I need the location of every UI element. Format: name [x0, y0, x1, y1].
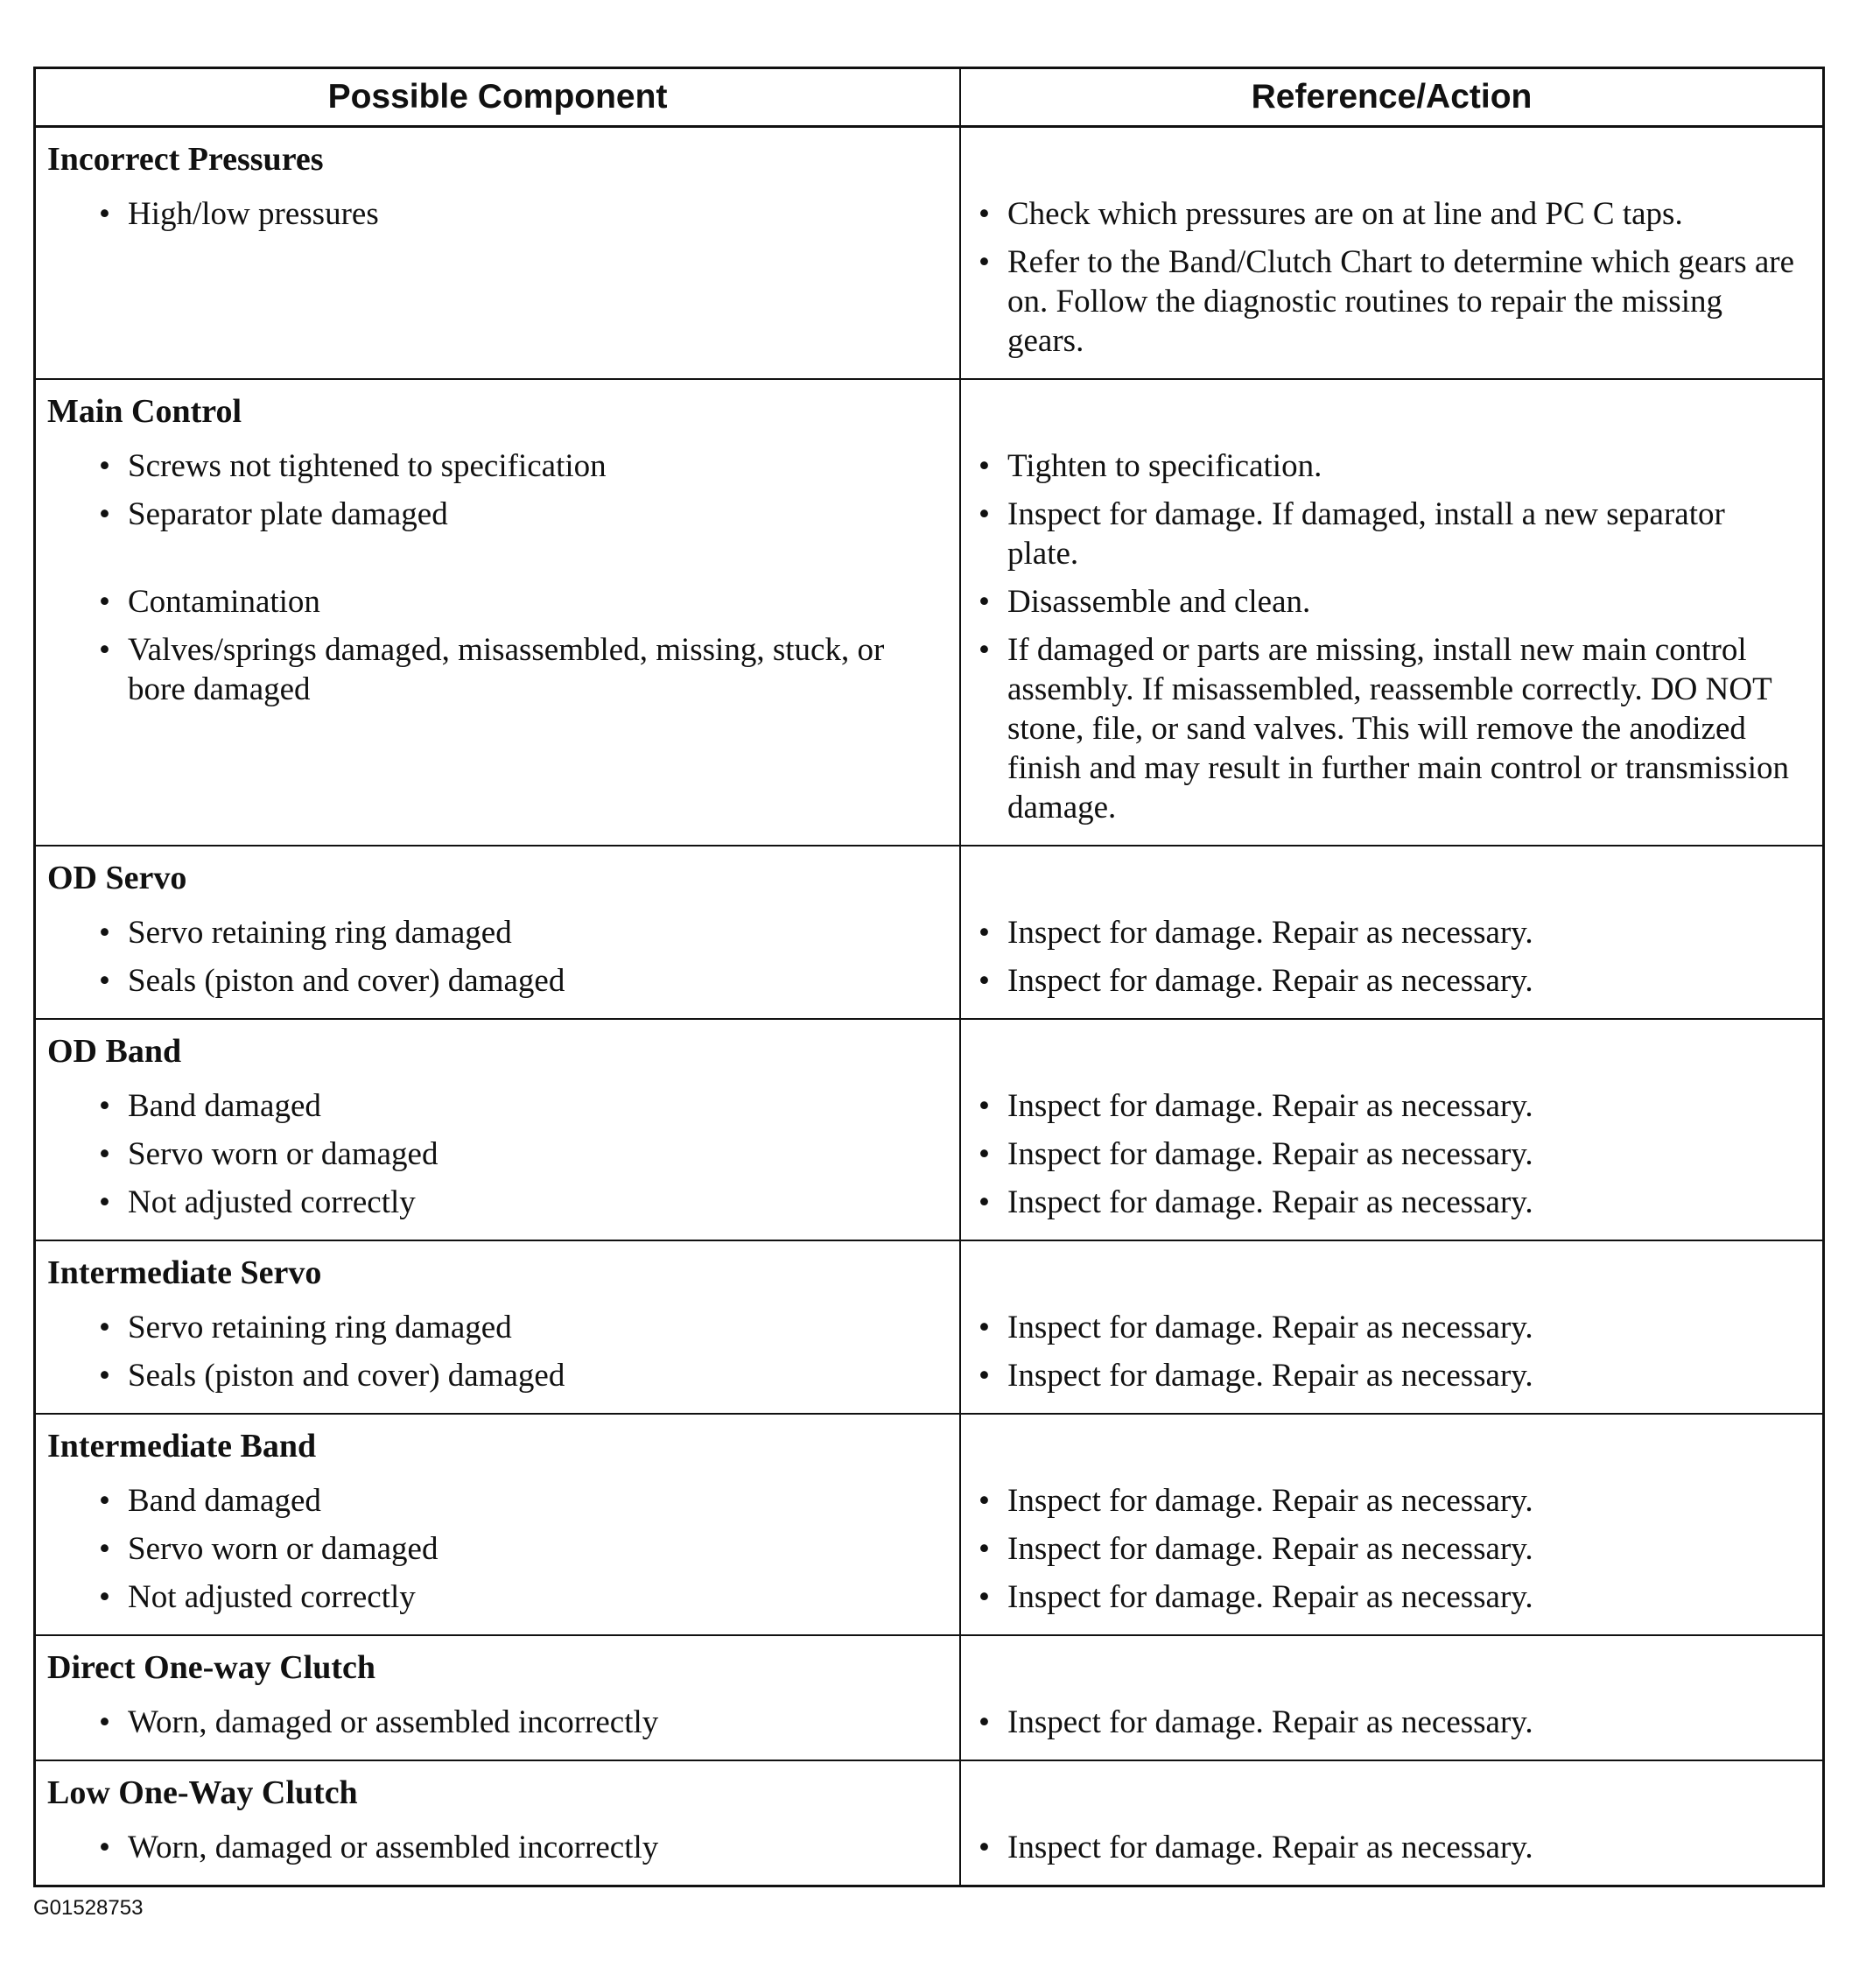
title-spacer [961, 385, 1822, 438]
component-item [36, 913, 959, 952]
action-text: If damaged or parts are missing, install new main control assembly. If misassembled, reassemble correctly. DO NOT stone, file, or sand valves. This will remove the anodized finish and may result in further main control or transmission damage. [1007, 632, 1789, 825]
table-section [36, 1241, 1822, 1415]
component-item [36, 1703, 959, 1742]
component-item [36, 1529, 959, 1569]
action-text: Check which pressures are on at line and PC C taps. [1007, 196, 1683, 232]
bullet-icon: • [99, 632, 110, 668]
bullet-icon: • [979, 1088, 990, 1124]
section-title: Main Control [47, 393, 242, 430]
component-text: Contamination [128, 584, 320, 620]
bullet-icon: • [979, 1136, 990, 1172]
action-item [961, 1828, 1822, 1867]
table-section [36, 1636, 1822, 1761]
action-item [961, 446, 1822, 486]
component-cell [36, 380, 961, 845]
action-item [961, 194, 1822, 234]
bullet-icon: • [979, 196, 990, 232]
table-section [36, 380, 1822, 846]
action-item [961, 1529, 1822, 1569]
bullet-icon: • [979, 1358, 990, 1394]
header-reference-action: Reference/Action [1251, 78, 1533, 116]
component-cell [36, 846, 961, 1018]
bullet-icon: • [979, 1830, 990, 1865]
component-text: Servo worn or damaged [128, 1136, 438, 1172]
action-text: Disassemble and clean. [1007, 584, 1311, 620]
action-cell [961, 1415, 1822, 1634]
action-text: Inspect for damage. If damaged, install a new separator plate. [1007, 496, 1725, 572]
action-item [961, 1183, 1822, 1222]
header-possible-component: Possible Component [36, 69, 961, 125]
component-cell [36, 1415, 961, 1634]
bullet-icon: • [99, 1830, 110, 1865]
component-text: Not adjusted correctly [128, 1579, 416, 1615]
bullet-icon: • [979, 244, 990, 280]
action-cell [961, 846, 1822, 1018]
action-item [961, 1703, 1822, 1742]
bullet-icon: • [99, 1136, 110, 1172]
component-text: Seals (piston and cover) damaged [128, 963, 565, 999]
component-text: Worn, damaged or assembled incorrectly [128, 1704, 659, 1740]
section-title: Direct One-way Clutch [47, 1649, 376, 1686]
bullet-icon: • [99, 1358, 110, 1394]
bullet-icon: • [99, 584, 110, 620]
action-item [961, 1308, 1822, 1347]
action-text: Inspect for damage. Repair as necessary. [1007, 1579, 1533, 1615]
table-section [36, 846, 1822, 1020]
component-text: Not adjusted correctly [128, 1184, 416, 1220]
action-text: Inspect for damage. Repair as necessary. [1007, 1088, 1533, 1124]
action-cell [961, 380, 1822, 845]
bullet-icon: • [99, 1483, 110, 1519]
component-item [36, 1481, 959, 1521]
title-spacer [961, 1420, 1822, 1472]
bullet-icon: • [99, 1184, 110, 1220]
title-spacer [961, 1641, 1822, 1694]
component-item [36, 495, 959, 573]
title-spacer [961, 133, 1822, 186]
bullet-icon: • [979, 1531, 990, 1567]
action-text: Inspect for damage. Repair as necessary. [1007, 1830, 1533, 1865]
bullet-icon: • [99, 1088, 110, 1124]
bullet-icon: • [979, 584, 990, 620]
action-item [961, 1134, 1822, 1174]
action-cell [961, 1020, 1822, 1240]
component-item [36, 194, 959, 234]
figure-id: G01528753 [33, 1896, 144, 1920]
title-spacer [961, 1767, 1822, 1819]
action-text: Inspect for damage. Repair as necessary. [1007, 1136, 1533, 1172]
component-text: Servo retaining ring damaged [128, 915, 512, 951]
action-text: Inspect for damage. Repair as necessary. [1007, 1358, 1533, 1394]
component-item [36, 630, 959, 827]
table-header [36, 69, 1822, 128]
title-spacer [961, 1025, 1822, 1078]
component-item [36, 961, 959, 1001]
component-item [36, 1086, 959, 1126]
component-item [36, 1356, 959, 1395]
bullet-icon: • [979, 632, 990, 668]
component-cell [36, 1241, 961, 1413]
bullet-icon: • [99, 496, 110, 532]
component-text: Seals (piston and cover) damaged [128, 1358, 565, 1394]
table-section [36, 1415, 1822, 1636]
bullet-icon: • [99, 1579, 110, 1615]
component-item [36, 1308, 959, 1347]
bullet-icon: • [979, 963, 990, 999]
component-text: Band damaged [128, 1088, 321, 1124]
action-text: Inspect for damage. Repair as necessary. [1007, 1483, 1533, 1519]
action-item [961, 242, 1822, 361]
action-item [961, 1481, 1822, 1521]
action-text: Inspect for damage. Repair as necessary. [1007, 915, 1533, 951]
title-spacer [961, 1247, 1822, 1299]
component-item [36, 1183, 959, 1222]
component-text: High/low pressures [128, 196, 379, 232]
component-cell [36, 1636, 961, 1760]
bullet-icon: • [99, 915, 110, 951]
action-text: Inspect for damage. Repair as necessary. [1007, 1184, 1533, 1220]
component-item [36, 446, 959, 486]
title-spacer [961, 852, 1822, 904]
component-text: Worn, damaged or assembled incorrectly [128, 1830, 659, 1865]
component-item [36, 582, 959, 622]
bullet-icon: • [979, 1483, 990, 1519]
section-title: Intermediate Band [47, 1428, 317, 1465]
action-text: Inspect for damage. Repair as necessary. [1007, 1704, 1533, 1740]
table-body [36, 128, 1822, 1885]
bullet-icon: • [979, 1310, 990, 1345]
action-cell [961, 1761, 1822, 1885]
bullet-icon: • [979, 1579, 990, 1615]
component-cell [36, 128, 961, 378]
bullet-icon: • [99, 1704, 110, 1740]
component-item [36, 1828, 959, 1867]
bullet-icon: • [979, 915, 990, 951]
action-text: Inspect for damage. Repair as necessary. [1007, 963, 1533, 999]
bullet-icon: • [99, 196, 110, 232]
action-item [961, 582, 1822, 622]
action-cell [961, 1636, 1822, 1760]
component-text: Servo worn or damaged [128, 1531, 438, 1567]
component-text: Servo retaining ring damaged [128, 1310, 512, 1345]
action-item [961, 1577, 1822, 1617]
action-item [961, 961, 1822, 1001]
component-item [36, 1134, 959, 1174]
component-text: Separator plate damaged [128, 496, 448, 532]
bullet-icon: • [99, 1310, 110, 1345]
section-title: Incorrect Pressures [47, 141, 324, 178]
action-item [961, 630, 1822, 827]
action-item [961, 495, 1822, 573]
table-section [36, 128, 1822, 380]
action-text: Tighten to specification. [1007, 448, 1322, 484]
component-cell [36, 1020, 961, 1240]
action-text: Inspect for damage. Repair as necessary. [1007, 1310, 1533, 1345]
bullet-icon: • [99, 963, 110, 999]
action-text: Refer to the Band/Clutch Chart to determine which gears are on. Follow the diagnostic routines to repair the missing gears. [1007, 244, 1795, 359]
component-text: Valves/springs damaged, misassembled, missing, stuck, or bore damaged [128, 632, 885, 707]
bullet-icon: • [979, 448, 990, 484]
action-cell [961, 1241, 1822, 1413]
action-text: Inspect for damage. Repair as necessary. [1007, 1531, 1533, 1567]
component-cell [36, 1761, 961, 1885]
diagnostic-table [33, 67, 1825, 1887]
table-section [36, 1761, 1822, 1885]
action-item [961, 1356, 1822, 1395]
table-section [36, 1020, 1822, 1241]
bullet-icon: • [99, 448, 110, 484]
action-item [961, 913, 1822, 952]
component-item [36, 242, 959, 361]
bullet-icon: • [979, 496, 990, 532]
bullet-icon: • [979, 1184, 990, 1220]
component-text: Screws not tightened to specification [128, 448, 607, 484]
section-title: OD Servo [47, 860, 187, 896]
action-cell [961, 128, 1822, 378]
component-item [36, 1577, 959, 1617]
bullet-icon: • [99, 1531, 110, 1567]
component-text: Band damaged [128, 1483, 321, 1519]
section-title: Intermediate Servo [47, 1254, 322, 1291]
section-title: Low One-Way Clutch [47, 1774, 358, 1811]
action-item [961, 1086, 1822, 1126]
section-title: OD Band [47, 1033, 182, 1070]
bullet-icon: • [979, 1704, 990, 1740]
